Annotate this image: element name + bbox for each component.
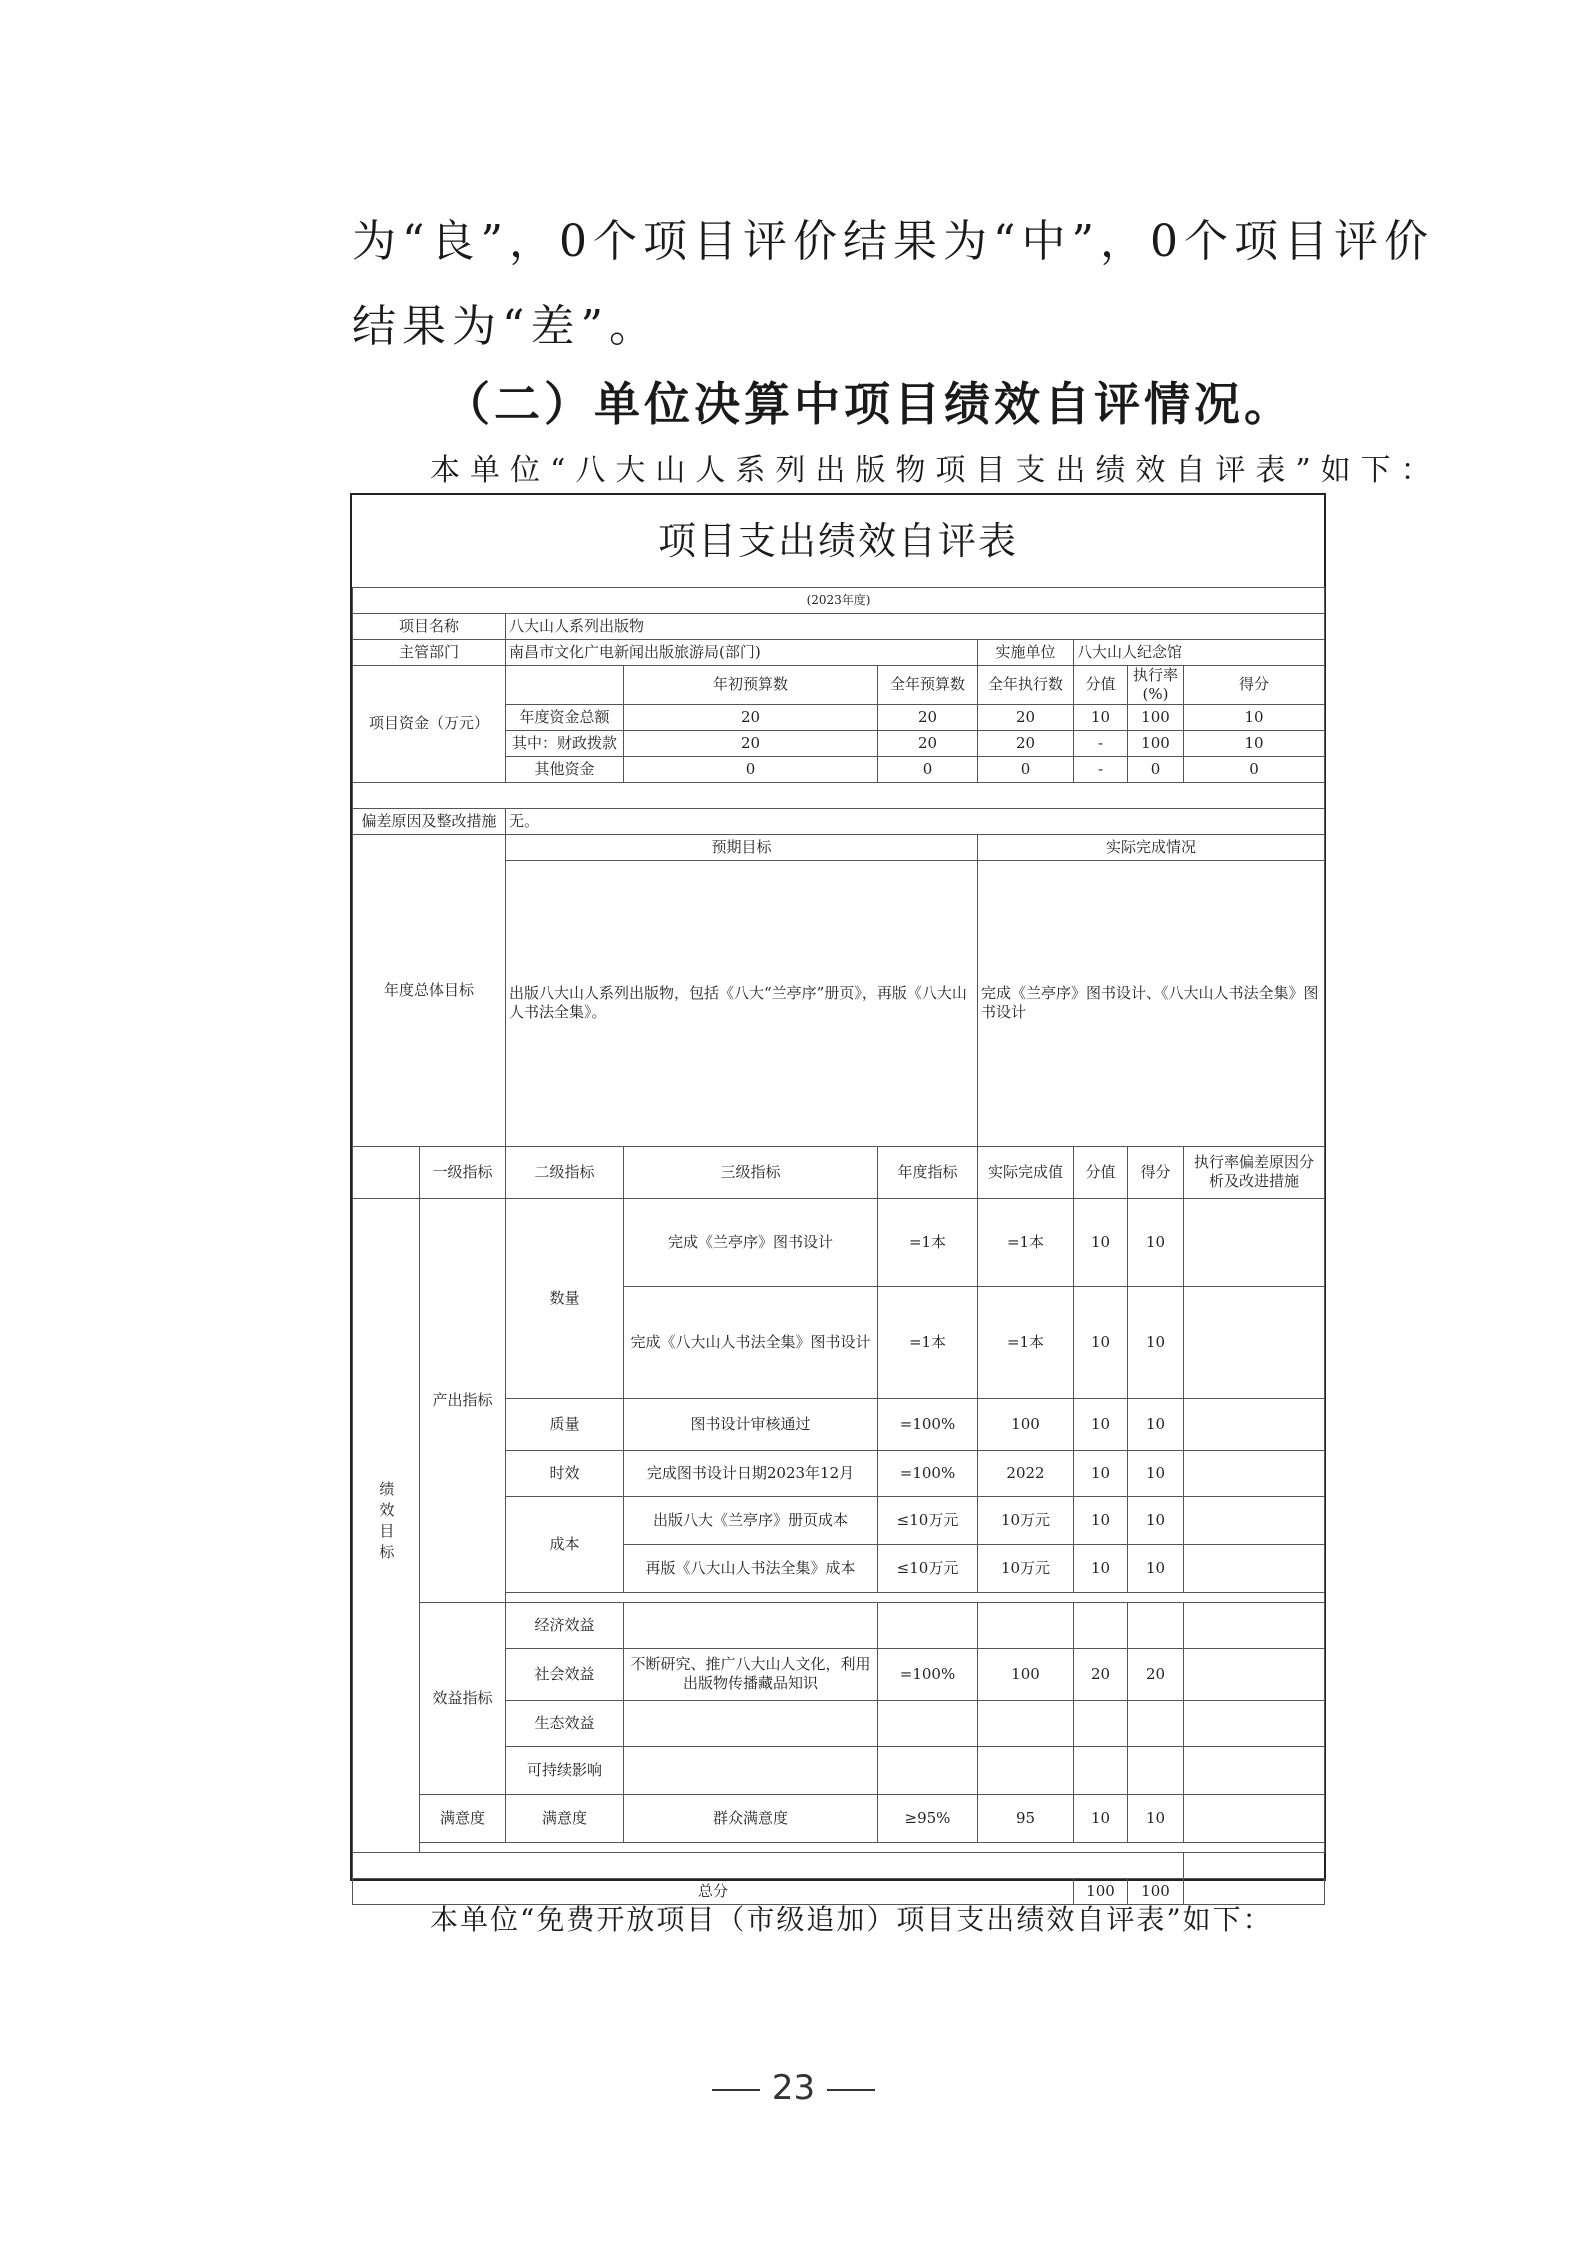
fund-cell: 0 (1128, 756, 1184, 782)
indicator-score: 10 (1074, 1198, 1128, 1286)
indicator-note (1184, 1286, 1325, 1398)
indicator-score (1074, 1746, 1128, 1794)
indicator-note (1184, 1602, 1325, 1648)
indicator-actual: 10万元 (978, 1544, 1074, 1592)
fund-header: 年初预算数 (624, 666, 878, 705)
impl-label: 实施单位 (978, 640, 1074, 666)
indicator-target: =1本 (878, 1286, 978, 1398)
indicator-got: 20 (1128, 1648, 1184, 1700)
fund-cell: 100 (1128, 730, 1184, 756)
deviation-label: 偏差原因及整改措施 (353, 808, 506, 834)
impl-value: 八大山人纪念馆 (1074, 640, 1325, 666)
indicator-name (624, 1602, 878, 1648)
indicator-got: 10 (1128, 1496, 1184, 1544)
indicator-actual: =1本 (978, 1198, 1074, 1286)
indicator-name: 群众满意度 (624, 1794, 878, 1842)
indicator-name: 再版《八大山人书法全集》成本 (624, 1544, 878, 1592)
indicator-name: 完成《兰亭序》图书设计 (624, 1198, 878, 1286)
goal-expected-header: 预期目标 (506, 834, 978, 860)
fund-cell: 10 (1074, 704, 1128, 730)
indicator-actual: =1本 (978, 1286, 1074, 1398)
goal-actual-value: 完成《兰亭序》图书设计、《八大山人书法全集》图书设计 (978, 860, 1325, 1146)
spacer-row (353, 782, 1325, 808)
indicator-target (878, 1602, 978, 1648)
indicator-actual (978, 1746, 1074, 1794)
indicator-got: 10 (1128, 1544, 1184, 1592)
indicator-header: 得分 (1128, 1146, 1184, 1198)
fund-cell: 20 (878, 704, 978, 730)
indicator-target: =100% (878, 1648, 978, 1700)
indicator-header: 实际完成值 (978, 1146, 1074, 1198)
level2-ecological: 生态效益 (506, 1700, 624, 1746)
table-grid (352, 587, 1325, 1905)
fund-header: 全年预算数 (878, 666, 978, 705)
indicator-note (1184, 1794, 1325, 1842)
indicator-target (878, 1700, 978, 1746)
indicator-name: 完成图书设计日期2023年12月 (624, 1450, 878, 1496)
fund-cell: 20 (978, 730, 1074, 756)
goal-expected-value: 出版八大山人系列出版物，包括《八大“兰亭序”册页》，再版《八大山人书法全集》。 (506, 860, 978, 1146)
level2-sustainable: 可持续影响 (506, 1746, 624, 1794)
fund-cell: 0 (1184, 756, 1325, 782)
indicator-note (1184, 1398, 1325, 1450)
fund-cell: 100 (1128, 704, 1184, 730)
filler-row (506, 1592, 1325, 1602)
fund-row-label: 其中：财政拨款 (506, 730, 624, 756)
indicator-header: 年度指标 (878, 1146, 978, 1198)
fund-header: 分值 (1074, 666, 1128, 705)
fund-header-blank (506, 666, 624, 705)
indicator-name: 出版八大《兰亭序》册页成本 (624, 1496, 878, 1544)
indicator-actual: 10万元 (978, 1496, 1074, 1544)
table-year: (2023年度) (353, 588, 1325, 614)
body-text-line-2: 结果为“差”。 (352, 301, 659, 352)
indicator-score: 10 (1074, 1286, 1128, 1398)
indicator-actual: 95 (978, 1794, 1074, 1842)
level2-economic: 经济效益 (506, 1602, 624, 1648)
level2-satisfaction: 满意度 (506, 1794, 624, 1842)
level2-timeliness: 时效 (506, 1450, 624, 1496)
indicator-target: =100% (878, 1398, 978, 1450)
indicator-score: 10 (1074, 1496, 1128, 1544)
indicator-score: 10 (1074, 1794, 1128, 1842)
table-intro-text: 本单位“八大山人系列出版物项目支出绩效自评表”如下： (430, 453, 1441, 488)
total-score: 100 (1074, 1878, 1128, 1904)
total-got: 100 (1128, 1878, 1184, 1904)
fund-header: 执行率(%) (1128, 666, 1184, 705)
level2-quantity: 数量 (506, 1198, 624, 1398)
level2-social: 社会效益 (506, 1648, 624, 1700)
level1-satisfaction: 满意度 (420, 1794, 506, 1842)
indicator-score: 20 (1074, 1648, 1128, 1700)
indicator-score: 10 (1074, 1398, 1128, 1450)
goal-actual-header: 实际完成情况 (978, 834, 1325, 860)
indicator-score (1074, 1602, 1128, 1648)
indicator-got: 10 (1128, 1286, 1184, 1398)
page-footer (0, 2068, 1587, 2108)
indicator-got: 10 (1128, 1450, 1184, 1496)
fund-cell: 10 (1184, 730, 1325, 756)
indicator-name: 图书设计审核通过 (624, 1398, 878, 1450)
fund-cell: 0 (978, 756, 1074, 782)
fund-cell: 20 (624, 730, 878, 756)
indicator-header: 执行率偏差原因分析及改进措施 (1184, 1146, 1325, 1198)
perf-label-cell (353, 1198, 420, 1852)
project-name-value: 八大山人系列出版物 (506, 614, 1325, 640)
level2-cost: 成本 (506, 1496, 624, 1592)
spacer-row (353, 1852, 1184, 1878)
indicator-name: 完成《八大山人书法全集》图书设计 (624, 1286, 878, 1398)
filler-row (420, 1842, 1325, 1852)
indicator-name: 不断研究、推广八大山人文化，利用出版物传播藏品知识 (624, 1648, 878, 1700)
dept-value: 南昌市文化广电新闻出版旅游局(部门) (506, 640, 978, 666)
indicator-target: =100% (878, 1450, 978, 1496)
indicator-target: ≤10万元 (878, 1544, 978, 1592)
goal-label: 年度总体目标 (353, 834, 506, 1146)
dash-right (827, 2089, 875, 2091)
fund-cell: 0 (624, 756, 878, 782)
fund-header: 得分 (1184, 666, 1325, 705)
indicator-note (1184, 1496, 1325, 1544)
indicator-note (1184, 1198, 1325, 1286)
indicator-name (624, 1700, 878, 1746)
indicator-target (878, 1746, 978, 1794)
page-number: 23 (771, 2068, 816, 2108)
indicator-actual: 2022 (978, 1450, 1074, 1496)
fund-cell: 20 (978, 704, 1074, 730)
fund-cell: 20 (878, 730, 978, 756)
indicator-got (1128, 1602, 1184, 1648)
fund-cell: 0 (878, 756, 978, 782)
level1-output: 产出指标 (420, 1198, 506, 1602)
indicator-score (1074, 1700, 1128, 1746)
fund-cell: 20 (624, 704, 878, 730)
indicator-got: 10 (1128, 1794, 1184, 1842)
level2-quality: 质量 (506, 1398, 624, 1450)
fund-header: 全年执行数 (978, 666, 1074, 705)
indicator-actual: 100 (978, 1398, 1074, 1450)
indicator-target: ≤10万元 (878, 1496, 978, 1544)
section-heading: （二）单位决算中项目绩效自评情况。 (444, 377, 1294, 431)
deviation-value: 无。 (506, 808, 1325, 834)
indicator-target: ≥95% (878, 1794, 978, 1842)
indicator-score: 10 (1074, 1544, 1128, 1592)
fund-row-label: 其他资金 (506, 756, 624, 782)
dept-label: 主管部门 (353, 640, 506, 666)
next-table-intro-text: 本单位“免费开放项目（市级追加）项目支出绩效自评表”如下： (430, 1903, 1273, 1936)
perf-label: 绩效目标 (377, 1480, 396, 1565)
indicator-got: 10 (1128, 1398, 1184, 1450)
table-title: 项目支出绩效自评表 (352, 495, 1324, 588)
indicator-note (1184, 1544, 1325, 1592)
performance-table (350, 493, 1326, 1900)
indicator-actual: 100 (978, 1648, 1074, 1700)
indicator-score: 10 (1074, 1450, 1128, 1496)
indicator-target: =1本 (878, 1198, 978, 1286)
indicator-got: 10 (1128, 1198, 1184, 1286)
indicator-actual (978, 1700, 1074, 1746)
indicator-name (624, 1746, 878, 1794)
indicator-got (1128, 1746, 1184, 1794)
indicator-note (1184, 1700, 1325, 1746)
indicator-actual (978, 1602, 1074, 1648)
indicator-note (1184, 1746, 1325, 1794)
dash-left (712, 2089, 760, 2091)
indicator-header: 二级指标 (506, 1146, 624, 1198)
indicator-note (1184, 1450, 1325, 1496)
fund-cell: - (1074, 730, 1128, 756)
indicator-header: 分值 (1074, 1146, 1128, 1198)
fund-cell: 10 (1184, 704, 1325, 730)
level1-benefit: 效益指标 (420, 1602, 506, 1794)
body-text-line-1: 为“良”，0个项目评价结果为“中”，0个项目评价 (352, 216, 1434, 267)
fund-cell: - (1074, 756, 1128, 782)
indicator-header: 一级指标 (420, 1146, 506, 1198)
indicator-header-blank (353, 1146, 420, 1198)
indicator-header: 三级指标 (624, 1146, 878, 1198)
project-name-label: 项目名称 (353, 614, 506, 640)
fund-row-label: 年度资金总额 (506, 704, 624, 730)
indicator-note (1184, 1648, 1325, 1700)
indicator-got (1128, 1700, 1184, 1746)
total-label: 总分 (353, 1878, 1074, 1904)
fund-label: 项目资金（万元） (353, 666, 506, 783)
